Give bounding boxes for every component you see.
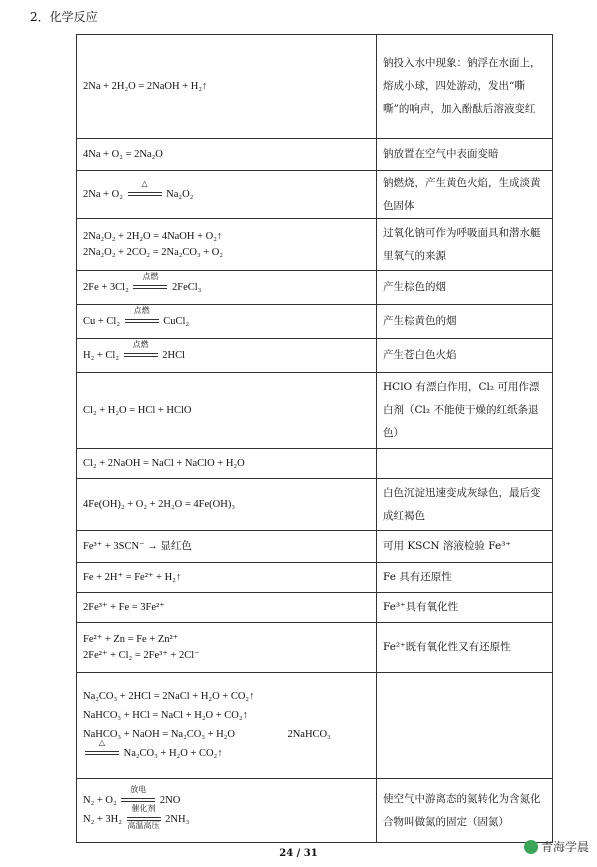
watermark bbox=[524, 838, 589, 855]
equation-cell bbox=[77, 219, 377, 271]
phenomenon-cell: Fe 具有还原性 bbox=[377, 563, 553, 593]
table-row bbox=[77, 593, 553, 623]
equation-line bbox=[83, 178, 370, 203]
table-row bbox=[77, 563, 553, 593]
equation-cell bbox=[77, 531, 377, 563]
equation-cell bbox=[77, 339, 377, 373]
table-row bbox=[77, 479, 553, 531]
table-row bbox=[77, 623, 553, 673]
equation-line bbox=[83, 738, 370, 762]
equation-cell bbox=[77, 305, 377, 339]
condition-label: 点燃 bbox=[142, 271, 159, 281]
table-row bbox=[77, 339, 553, 373]
table-row bbox=[77, 139, 553, 171]
equation-cell bbox=[77, 449, 377, 479]
condition-label: 催化剂 bbox=[131, 804, 156, 813]
equation-cell bbox=[77, 779, 377, 843]
equation-line: Na₂CO₃ + 2HCl = 2NaCl + H₂O + CO₂↑ bbox=[83, 691, 255, 702]
equation-line: 2Na + 2H₂O = 2NaOH + H₂↑ bbox=[83, 80, 208, 92]
equation-cell bbox=[77, 171, 377, 219]
equation-line bbox=[83, 305, 370, 330]
equation-cell bbox=[77, 673, 377, 779]
table-row bbox=[77, 271, 553, 305]
phenomenon-cell: 产生棕色的烟 bbox=[377, 271, 553, 305]
equation-cell bbox=[77, 623, 377, 673]
equation-reactants: H₂ + Cl₂ bbox=[83, 349, 119, 361]
equation-line: 4Na + O₂ = 2Na₂O bbox=[83, 148, 163, 160]
equation-cell bbox=[77, 271, 377, 305]
equation-products: 2HCl bbox=[162, 349, 186, 361]
equation-line: NaHCO₃ + NaOH = Na₂CO₃ + H₂O 2NaHCO₃ bbox=[83, 729, 331, 740]
equation-line: 2Na₂O₂ + 2CO₂ = 2Na₂CO₃ + O₂ bbox=[83, 246, 224, 258]
equation-line bbox=[83, 339, 370, 364]
equation-line bbox=[83, 271, 370, 296]
equation-cell bbox=[77, 479, 377, 531]
phenomenon-cell bbox=[377, 449, 553, 479]
equation-line: 2Fe²⁺ + Cl₂ = 2Fe³⁺ + 2Cl⁻ bbox=[83, 649, 200, 661]
equation-line: 2Fe³⁺ + Fe = 3Fe²⁺ bbox=[83, 601, 165, 613]
reaction-condition bbox=[125, 305, 159, 326]
equation-line: 2Na₂O₂ + 2H₂O = 4NaOH + O₂↑ bbox=[83, 230, 223, 242]
section-heading: 2．化学反应 bbox=[30, 10, 98, 24]
phenomenon-cell: Fe³⁺具有氧化性 bbox=[377, 593, 553, 623]
equation-reactants: 2Fe + 3Cl₂ bbox=[83, 281, 129, 293]
phenomenon-cell: 钠投入水中现象：钠浮在水面上，熔成小球，四处游动，发出“嘶嘶”的响声，加入酚酞后溶液变红 bbox=[377, 35, 553, 139]
table-row bbox=[77, 779, 553, 843]
table-row bbox=[77, 373, 553, 449]
reaction-condition bbox=[133, 271, 167, 292]
phenomenon-cell: 产生苍白色火焰 bbox=[377, 339, 553, 373]
reaction-condition bbox=[127, 804, 161, 830]
reaction-condition bbox=[124, 339, 158, 360]
condition-label: 点燃 bbox=[132, 339, 149, 349]
table-row bbox=[77, 35, 553, 139]
table-row bbox=[77, 171, 553, 219]
equation-products: CuCl₂ bbox=[163, 315, 190, 327]
equation-products: 2NO bbox=[159, 795, 181, 806]
equation-products: 2NH₃ bbox=[165, 814, 190, 825]
phenomenon-cell: HClO 有漂白作用，Cl₂ 可用作漂白剂（Cl₂ 不能使干燥的红纸条退色） bbox=[377, 373, 553, 449]
phenomenon-cell: Fe²⁺既有氧化性又有还原性 bbox=[377, 623, 553, 673]
reaction-condition bbox=[128, 178, 162, 199]
equation-line: Cl₂ + H₂O = HCl + HClO bbox=[83, 404, 192, 416]
equation-cell bbox=[77, 563, 377, 593]
phenomenon-cell: 过氧化钠可作为呼吸面具和潜水艇里氧气的来源 bbox=[377, 219, 553, 271]
table-row bbox=[77, 531, 553, 563]
page-number: 24 / 31 bbox=[279, 848, 318, 859]
table-row bbox=[77, 219, 553, 271]
condition-label-bottom: 高温高压 bbox=[127, 821, 160, 830]
equation-products: 2FeCl₃ bbox=[172, 281, 202, 293]
phenomenon-cell: 使空气中游离态的氮转化为含氮化合物叫做氮的固定（固氮） bbox=[377, 779, 553, 843]
equation-products: Na₂CO₃ + H₂O + CO₂↑ bbox=[123, 748, 223, 759]
equation-line: Fe + 2H⁺ = Fe²⁺ + H₂↑ bbox=[83, 571, 182, 583]
equation-cell bbox=[77, 139, 377, 171]
phenomenon-cell: 白色沉淀迅速变成灰绿色，最后变成红褐色 bbox=[377, 479, 553, 531]
phenomenon-cell: 钠放置在空气中表面变暗 bbox=[377, 139, 553, 171]
equation-cell bbox=[77, 35, 377, 139]
table-row bbox=[77, 673, 553, 779]
reaction-condition bbox=[85, 738, 119, 758]
equation-line: NaHCO₃ + HCl = NaCl + H₂O + CO₂↑ bbox=[83, 710, 248, 721]
reaction-table bbox=[76, 34, 553, 843]
equation-line: Fe³⁺ + 3SCN⁻ → 显红色 bbox=[83, 540, 192, 552]
watermark-text: 青海学晨 bbox=[540, 840, 589, 854]
table-row bbox=[77, 449, 553, 479]
equation-cell bbox=[77, 373, 377, 449]
condition-label: △ bbox=[141, 178, 148, 188]
wechat-icon bbox=[524, 840, 538, 854]
equation-cell bbox=[77, 593, 377, 623]
equation-reactants: N₂ + O₂ bbox=[83, 795, 117, 806]
condition-label: 点燃 bbox=[133, 305, 150, 315]
condition-label: 放电 bbox=[130, 785, 147, 794]
condition-label: △ bbox=[98, 738, 106, 747]
phenomenon-cell: 产生棕黄色的烟 bbox=[377, 305, 553, 339]
equation-reactants: Cu + Cl₂ bbox=[83, 315, 121, 327]
equation-line: 4Fe(OH)₂ + O₂ + 2H₂O = 4Fe(OH)₃ bbox=[83, 498, 235, 510]
equation-reactants: N₂ + 3H₂ bbox=[83, 814, 122, 825]
equation-line: Cl₂ + 2NaOH = NaCl + NaClO + H₂O bbox=[83, 457, 245, 469]
phenomenon-cell: 可用 KSCN 溶液检验 Fe³⁺ bbox=[377, 531, 553, 563]
table-row bbox=[77, 305, 553, 339]
equation-line bbox=[83, 804, 370, 830]
equation-line: Fe²⁺ + Zn = Fe + Zn²⁺ bbox=[83, 633, 179, 645]
equation-reactants: 2Na + O₂ bbox=[83, 188, 123, 200]
equation-products: Na₂O₂ bbox=[166, 188, 194, 200]
phenomenon-cell bbox=[377, 673, 553, 779]
phenomenon-cell: 钠燃烧，产生黄色火焰，生成淡黄色固体 bbox=[377, 171, 553, 219]
